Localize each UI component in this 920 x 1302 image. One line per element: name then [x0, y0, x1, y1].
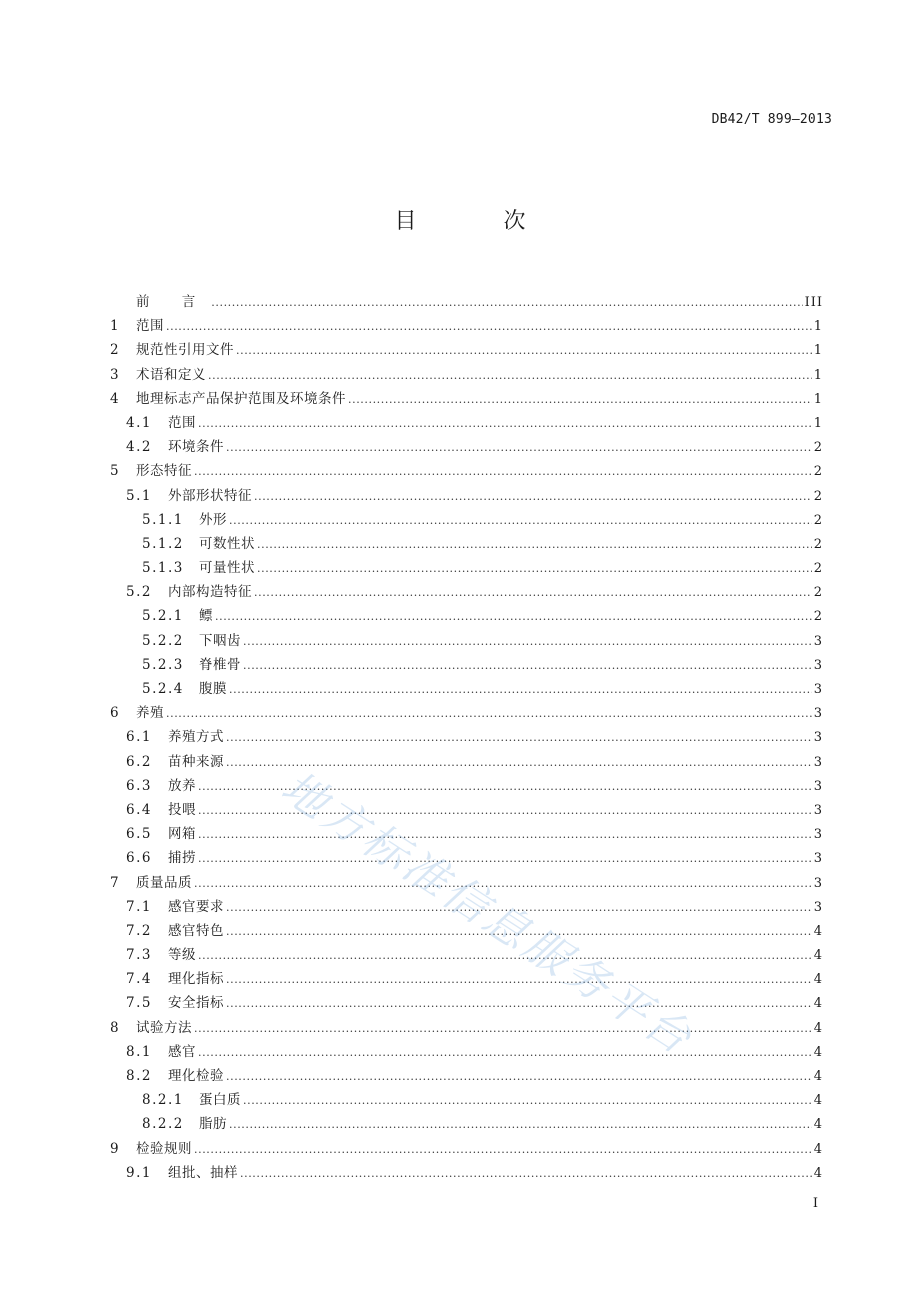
toc-entry[interactable]: [110, 435, 823, 459]
toc-entry-title: 养殖方式: [168, 729, 224, 746]
toc-entry-title: 前 言: [136, 294, 210, 310]
toc-entry-page: 4: [813, 1020, 823, 1036]
toc-leader-dots: [198, 1046, 812, 1059]
toc-entry[interactable]: [110, 387, 823, 411]
toc-leader-dots: [226, 997, 812, 1010]
toc-entry-page: 2: [813, 561, 823, 577]
toc-entry-page: 3: [813, 802, 823, 818]
toc-entry-number: 5.1.3: [142, 560, 184, 577]
toc-entry-number: 7.1: [126, 898, 152, 915]
toc-entry-title: 等级: [168, 947, 196, 964]
toc-entry-page: 3: [813, 875, 823, 891]
toc-entry-title: 放养: [168, 777, 196, 794]
toc-leader-dots: [226, 973, 812, 986]
toc-entry-title: 蛋白质: [199, 1092, 241, 1109]
toc-entry-title: 安全指标: [168, 995, 224, 1012]
toc-entry-title: 感官: [168, 1043, 196, 1060]
toc-entry-title: 规范性引用文件: [136, 342, 234, 359]
toc-entry[interactable]: [110, 290, 823, 314]
toc-leader-dots: [236, 344, 812, 357]
toc-entry-number: 5.2.2: [142, 632, 184, 649]
toc-entry-number: 6: [110, 705, 121, 722]
toc-leader-dots: [198, 949, 812, 962]
toc-entry-title: 感官要求: [168, 898, 224, 915]
toc-entry[interactable]: [110, 338, 823, 362]
toc-entry-page: 3: [813, 851, 823, 867]
toc-leader-dots: [254, 490, 812, 503]
toc-entry-title: 质量品质: [136, 874, 192, 891]
toc-entry-title: 感官特色: [168, 922, 224, 939]
toc-entry-number: 9.1: [126, 1164, 152, 1181]
toc-entry[interactable]: [110, 919, 823, 943]
toc-entry-title: 理化指标: [168, 971, 224, 988]
toc-leader-dots: [208, 369, 812, 382]
toc-leader-dots: [194, 1022, 812, 1035]
toc-leader-dots: [229, 1118, 812, 1131]
document-code: DB42/T 899—2013: [711, 112, 832, 127]
toc-entry-page: 1: [813, 343, 823, 359]
toc-entry[interactable]: [110, 508, 823, 532]
toc-entry-title: 组批、抽样: [168, 1164, 238, 1181]
toc-entry-page: 2: [813, 488, 823, 504]
toc-entry-title: 鳔: [199, 608, 213, 625]
toc-entry-number: 4.2: [126, 439, 152, 456]
toc-entry-page: 1: [813, 391, 823, 407]
toc-entry-number: 8.1: [126, 1043, 152, 1060]
toc-entry-page: 1: [813, 367, 823, 383]
toc-entry-page: 4: [813, 996, 823, 1012]
toc-entry-title: 试验方法: [136, 1019, 192, 1036]
toc-leader-dots: [254, 586, 812, 599]
toc-entry-page: 4: [813, 923, 823, 939]
toc-entry-title: 可量性状: [199, 560, 255, 577]
toc-entry-page: 3: [813, 682, 823, 697]
toc-entry[interactable]: [110, 532, 823, 556]
toc-entry-number: 7.4: [126, 971, 152, 988]
toc-entry-title: 术语和定义: [136, 366, 206, 383]
toc-entry-number: 2: [110, 342, 121, 359]
toc-entry-number: 6.2: [126, 753, 152, 770]
toc-entry[interactable]: [110, 653, 823, 677]
toc-entry-number: 6.1: [126, 729, 152, 746]
toc-entry-page: III: [804, 295, 823, 310]
page-number: I: [812, 1196, 818, 1211]
toc-entry-title: 捕捞: [168, 850, 196, 867]
toc-entry-page: 1: [813, 319, 823, 335]
toc-entry-number: 6.5: [126, 826, 152, 843]
toc-entry-page: 3: [813, 633, 823, 649]
toc-entry-page: 2: [813, 536, 823, 552]
toc-entry[interactable]: [110, 1064, 823, 1088]
toc-entry[interactable]: [110, 604, 823, 628]
toc-entry-number: 9: [110, 1140, 121, 1157]
toc-entry-number: 5.1.1: [142, 511, 184, 528]
toc-entry-title: 可数性状: [199, 535, 255, 552]
toc-entry[interactable]: [110, 363, 823, 387]
toc-leader-dots: [243, 1094, 812, 1107]
toc-entry-number: 8.2.1: [142, 1092, 184, 1109]
toc-entry[interactable]: [110, 895, 823, 919]
toc-entry[interactable]: [110, 1040, 823, 1064]
toc-entry-page: 3: [813, 657, 823, 673]
toc-entry-number: 5.1.2: [142, 535, 184, 552]
toc-entry-number: 7: [110, 874, 121, 891]
toc-leader-dots: [240, 1167, 812, 1180]
toc-leader-dots: [198, 780, 812, 793]
toc-entry-title: 地理标志产品保护范围及环境条件: [136, 390, 346, 407]
toc-leader-dots: [166, 707, 812, 720]
toc-entry[interactable]: [110, 846, 823, 870]
toc-entry-page: 4: [813, 1117, 823, 1133]
toc-entry[interactable]: [110, 822, 823, 846]
toc-entry[interactable]: [110, 1161, 823, 1185]
toc-entry-number: 6.4: [126, 801, 152, 818]
toc-entry-page: 2: [813, 464, 823, 480]
toc-entry-page: 3: [813, 778, 823, 794]
toc-entry-number: 5.1: [126, 487, 152, 504]
toc-entry-number: 8.2: [126, 1068, 152, 1084]
toc-entry[interactable]: [110, 1016, 823, 1040]
toc-entry[interactable]: [110, 943, 823, 967]
toc-entry-title: 外部形状特征: [168, 487, 252, 504]
toc-entry-number: 6.6: [126, 850, 152, 867]
toc-entry-title: 腹膜: [199, 681, 227, 697]
toc-entry[interactable]: [110, 774, 823, 798]
toc-entry-page: 2: [813, 585, 823, 601]
table-of-contents: [110, 290, 823, 1185]
toc-entry-number: 8: [110, 1019, 121, 1036]
toc-entry-number: 4.1: [126, 414, 152, 431]
toc-entry-number: 7.3: [126, 947, 152, 964]
toc-entry-title: 外形: [199, 511, 227, 528]
toc-entry[interactable]: [110, 798, 823, 822]
toc-entry-number: 7.2: [126, 922, 152, 939]
toc-entry-number: 7.5: [126, 995, 152, 1012]
toc-leader-dots: [194, 877, 812, 890]
toc-entry-page: 4: [813, 972, 823, 988]
toc-entry[interactable]: [110, 991, 823, 1015]
toc-entry-number: 3: [110, 366, 121, 383]
toc-entry[interactable]: [110, 701, 823, 725]
toc-entry-title: 环境条件: [168, 439, 224, 456]
toc-leader-dots: [226, 1070, 812, 1083]
toc-entry-number: 5.2.3: [142, 656, 184, 673]
toc-entry[interactable]: [110, 871, 823, 895]
toc-leader-dots: [194, 1143, 812, 1156]
toc-leader-dots: [226, 731, 812, 744]
page-title: 目 次: [394, 209, 566, 234]
toc-entry[interactable]: [110, 967, 823, 991]
toc-entry-number: 6.3: [126, 777, 152, 794]
toc-leader-dots: [348, 393, 812, 406]
toc-entry[interactable]: [110, 1112, 823, 1136]
toc-entry-page: 1: [813, 415, 823, 431]
toc-entry-page: 4: [813, 1141, 823, 1157]
toc-entry[interactable]: [110, 677, 823, 701]
toc-entry-page: 3: [813, 730, 823, 746]
toc-entry[interactable]: [110, 580, 823, 604]
toc-entry-page: 4: [813, 1069, 823, 1084]
toc-entry[interactable]: [110, 1137, 823, 1161]
toc-entry-page: 2: [813, 440, 823, 456]
toc-entry[interactable]: [110, 459, 823, 483]
toc-entry-number: 5.2.4: [142, 681, 184, 697]
toc-entry[interactable]: [110, 314, 823, 338]
toc-entry-title: 检验规则: [136, 1140, 192, 1157]
toc-leader-dots: [257, 538, 812, 551]
toc-entry[interactable]: [110, 725, 823, 749]
toc-entry-page: 3: [813, 899, 823, 915]
toc-leader-dots: [229, 683, 812, 696]
toc-leader-dots: [198, 417, 812, 430]
toc-entry-page: 4: [813, 1165, 823, 1181]
toc-leader-dots: [198, 828, 812, 841]
toc-leader-dots: [166, 320, 812, 333]
toc-leader-dots: [226, 756, 812, 769]
watermark: 地方标准信息服务平台: [272, 761, 703, 1066]
toc-entry-page: 2: [813, 512, 823, 528]
toc-entry-title: 范围: [168, 414, 196, 431]
toc-entry-page: 3: [813, 706, 823, 722]
toc-entry-number: 4: [110, 390, 121, 407]
toc-entry-title: 理化检验: [168, 1068, 224, 1084]
toc-entry-page: 4: [813, 948, 823, 964]
toc-entry-title: 下咽齿: [199, 632, 241, 649]
toc-entry-page: 3: [813, 827, 823, 843]
toc-entry[interactable]: [110, 556, 823, 580]
toc-entry-title: 脊椎骨: [199, 656, 241, 673]
toc-leader-dots: [243, 659, 812, 672]
toc-leader-dots: [226, 441, 812, 454]
toc-leader-dots: [257, 562, 812, 575]
toc-leader-dots: [226, 901, 812, 914]
toc-entry[interactable]: [110, 629, 823, 653]
toc-entry-title: 网箱: [168, 826, 196, 843]
toc-entry-number: 8.2.2: [142, 1116, 184, 1133]
toc-entry-page: 4: [813, 1093, 823, 1109]
toc-entry-title: 脂肪: [199, 1116, 227, 1133]
toc-entry-title: 内部构造特征: [168, 584, 252, 601]
toc-entry[interactable]: [110, 1088, 823, 1112]
toc-entry-number: 5: [110, 463, 121, 480]
toc-leader-dots: [229, 514, 812, 527]
toc-entry[interactable]: [110, 484, 823, 508]
toc-leader-dots: [243, 635, 812, 648]
toc-entry-page: 3: [813, 754, 823, 770]
toc-leader-dots: [215, 610, 812, 623]
toc-entry-title: 投喂: [168, 801, 196, 818]
toc-entry-number: 5.2: [126, 584, 152, 601]
toc-entry-page: 2: [813, 609, 823, 625]
toc-leader-dots: [226, 925, 812, 938]
toc-entry-number: 5.2.1: [142, 608, 184, 625]
toc-entry-title: 苗种来源: [168, 753, 224, 770]
toc-leader-dots: [211, 296, 802, 309]
toc-entry-title: 养殖: [136, 705, 164, 722]
toc-leader-dots: [198, 852, 812, 865]
toc-entry-page: 4: [813, 1044, 823, 1060]
toc-leader-dots: [198, 804, 812, 817]
toc-entry[interactable]: [110, 411, 823, 435]
toc-entry-title: 范围: [136, 318, 164, 335]
toc-entry-number: 1: [110, 318, 121, 335]
toc-entry-title: 形态特征: [136, 463, 192, 480]
toc-entry[interactable]: [110, 750, 823, 774]
toc-leader-dots: [194, 465, 812, 478]
